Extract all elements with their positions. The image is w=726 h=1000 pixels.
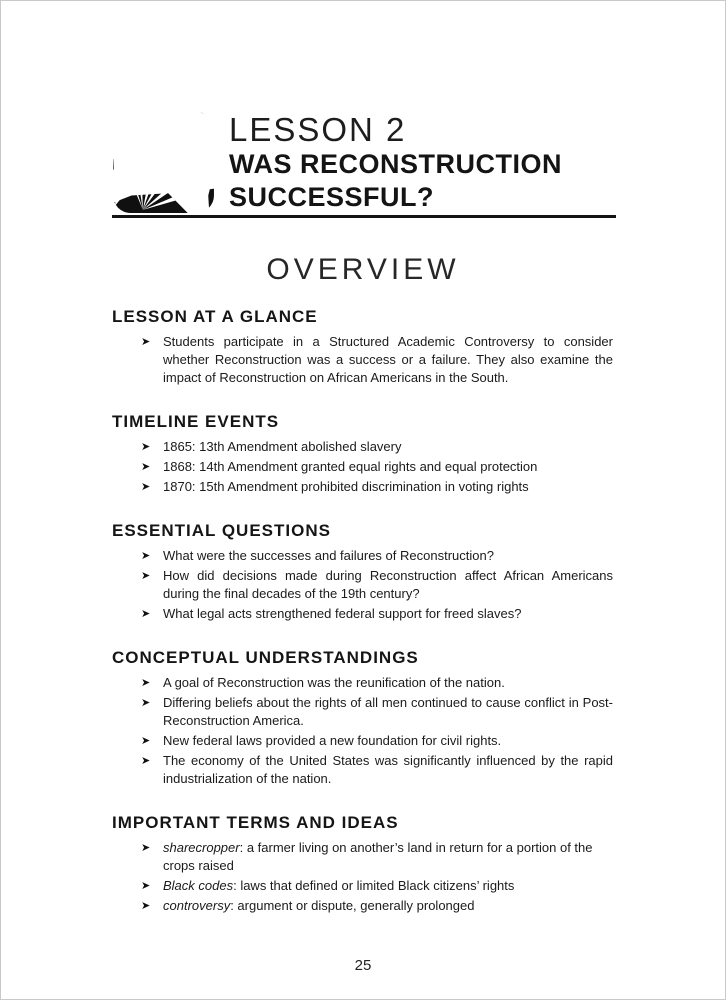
section-timeline-events bbox=[112, 413, 613, 496]
arrow-bullet-icon: ➤ bbox=[141, 841, 151, 854]
list-item bbox=[112, 674, 613, 692]
overview-title: OVERVIEW bbox=[266, 253, 460, 286]
term-definition: : a farmer living on another’s land in return for a portion of the crops raised bbox=[163, 840, 593, 873]
lesson-title-block bbox=[229, 111, 562, 213]
arrow-bullet-icon: ➤ bbox=[141, 569, 151, 582]
list-item bbox=[112, 438, 613, 456]
arrow-bullet-icon: ➤ bbox=[141, 696, 151, 709]
section-important-terms bbox=[112, 814, 613, 915]
list-item bbox=[112, 877, 613, 895]
list-item bbox=[112, 605, 613, 623]
bullet-list bbox=[112, 333, 613, 387]
bullet-text: What were the successes and failures of Reconstruction? bbox=[163, 548, 494, 563]
list-item bbox=[112, 478, 613, 496]
list-item bbox=[112, 694, 613, 730]
lesson-number-label: LESSON 2 bbox=[229, 111, 407, 148]
arrow-bullet-icon: ➤ bbox=[141, 879, 151, 892]
bullet-list bbox=[112, 839, 613, 915]
arrow-bullet-icon: ➤ bbox=[141, 607, 151, 620]
bullet-text: New federal laws provided a new foundation for civil rights. bbox=[163, 733, 502, 748]
bullet-list bbox=[112, 674, 613, 788]
list-item bbox=[112, 839, 613, 875]
list-item bbox=[112, 752, 613, 788]
term-definition: : argument or dispute, generally prolonged bbox=[230, 898, 475, 913]
bullet-text: 1870: 15th Amendment prohibited discrimination in voting rights bbox=[163, 479, 529, 494]
arrow-bullet-icon: ➤ bbox=[141, 335, 151, 348]
bullet-list bbox=[112, 547, 613, 623]
section-heading: IMPORTANT TERMS AND IDEAS bbox=[112, 813, 399, 832]
arrow-bullet-icon: ➤ bbox=[141, 676, 151, 689]
bullet-text: The economy of the United States was significantly influenced by the rapid industrialization of the nation. bbox=[163, 753, 613, 786]
bullet-text: Students participate in a Structured Academic Controversy to consider whether Reconstruction was a success or a failure. They also examine the impact of Reconstruction on African Americans in the South. bbox=[163, 334, 613, 385]
bullet-text: 1868: 14th Amendment granted equal rights and equal protection bbox=[163, 459, 538, 474]
bullet-text bbox=[163, 877, 613, 895]
list-item bbox=[112, 732, 613, 750]
bullet-text bbox=[163, 897, 613, 915]
section-lesson-at-a-glance bbox=[112, 308, 613, 387]
lesson-title-line1: WAS RECONSTRUCTION bbox=[229, 149, 562, 179]
section-conceptual-understandings bbox=[112, 649, 613, 788]
arrow-bullet-icon: ➤ bbox=[141, 440, 151, 453]
bullet-text: 1865: 13th Amendment abolished slavery bbox=[163, 439, 402, 454]
list-item bbox=[112, 458, 613, 476]
section-heading: ESSENTIAL QUESTIONS bbox=[112, 521, 331, 540]
arrow-bullet-icon: ➤ bbox=[141, 899, 151, 912]
arrow-bullet-icon: ➤ bbox=[141, 460, 151, 473]
term-name: sharecropper bbox=[163, 840, 240, 855]
shooting-stars-icon bbox=[112, 111, 215, 214]
section-heading: TIMELINE EVENTS bbox=[112, 412, 280, 431]
arrow-bullet-icon: ➤ bbox=[141, 480, 151, 493]
list-item bbox=[112, 547, 613, 565]
bullet-text: A goal of Reconstruction was the reunification of the nation. bbox=[163, 675, 505, 690]
lesson-header bbox=[112, 111, 725, 214]
bullet-text: What legal acts strengthened federal support for freed slaves? bbox=[163, 606, 522, 621]
bullet-text: How did decisions made during Reconstruction affect African Americans during the final decades of the 19th century? bbox=[163, 568, 613, 601]
list-item bbox=[112, 567, 613, 603]
bullet-list bbox=[112, 438, 613, 496]
page-number: 25 bbox=[354, 957, 372, 974]
arrow-bullet-icon: ➤ bbox=[141, 549, 151, 562]
section-essential-questions bbox=[112, 522, 613, 623]
section-heading: LESSON AT A GLANCE bbox=[112, 307, 318, 326]
arrow-bullet-icon: ➤ bbox=[141, 734, 151, 747]
arrow-bullet-icon: ➤ bbox=[141, 754, 151, 767]
list-item bbox=[112, 897, 613, 915]
section-heading: CONCEPTUAL UNDERSTANDINGS bbox=[112, 648, 419, 667]
list-item bbox=[112, 333, 613, 387]
header-divider bbox=[112, 215, 616, 218]
bullet-text bbox=[163, 839, 613, 875]
term-definition: : laws that defined or limited Black citizens’ rights bbox=[233, 878, 515, 893]
term-name: Black codes bbox=[163, 878, 234, 893]
lesson-title-line2: SUCCESSFUL? bbox=[229, 182, 435, 212]
bullet-text: Differing beliefs about the rights of all men continued to cause conflict in Post-Reconstruction America. bbox=[163, 695, 613, 728]
term-name: controversy bbox=[163, 898, 231, 913]
